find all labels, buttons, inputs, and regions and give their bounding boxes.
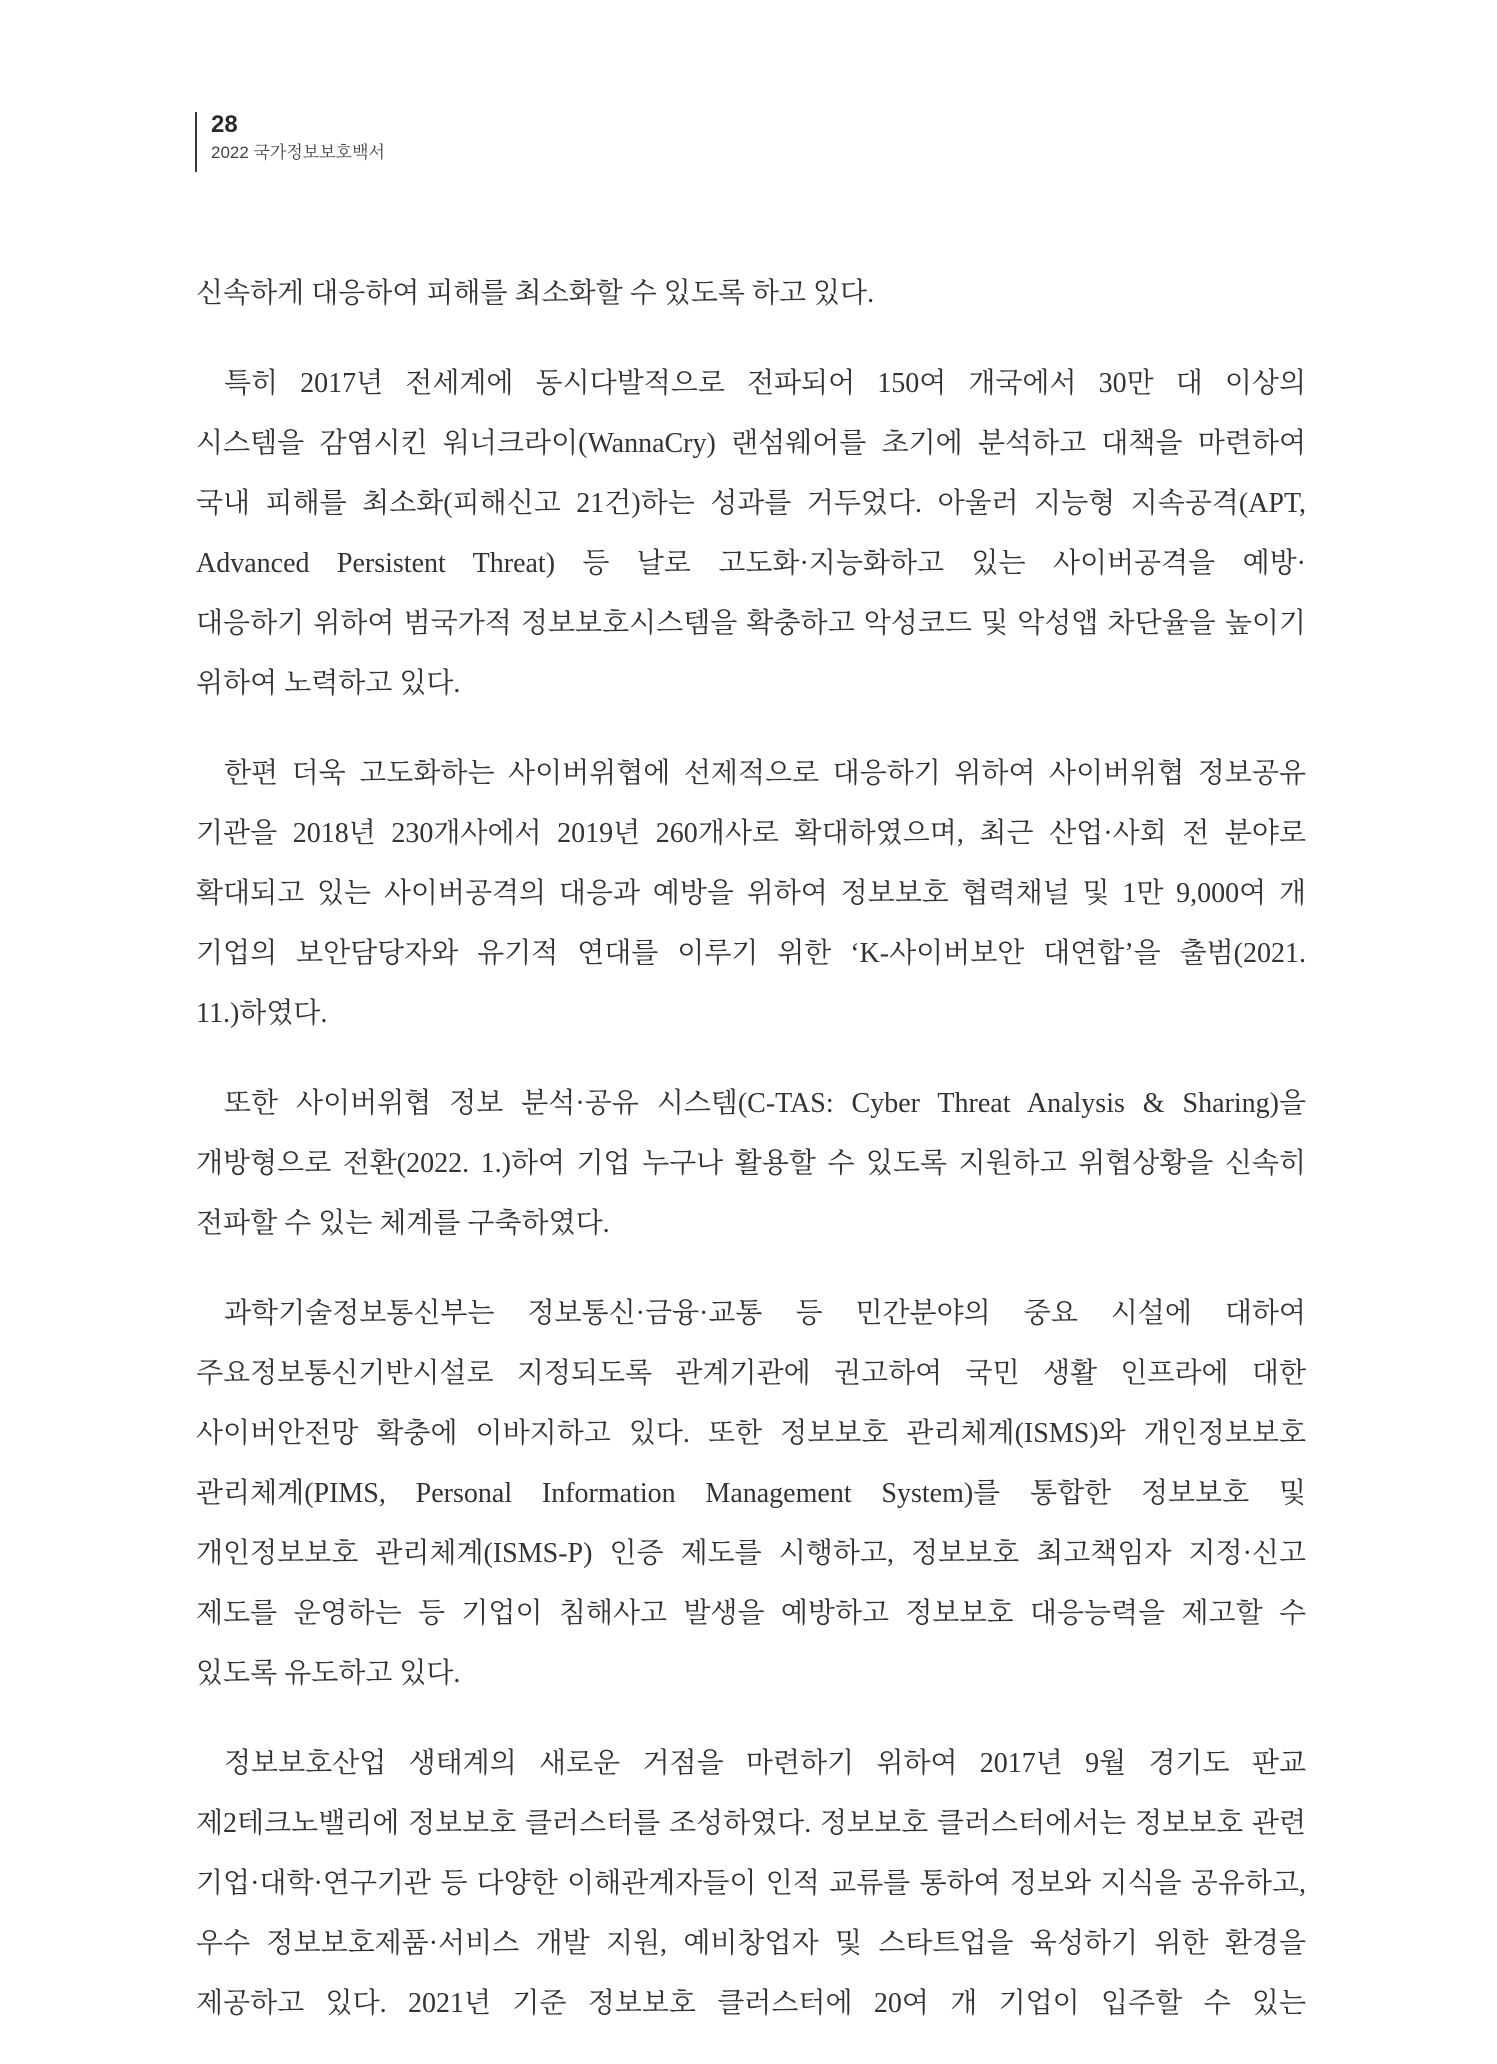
text-line: 또한 사이버위협 정보 분석·공유 시스템(C-TAS: Cyber Threat Analysis & Sharing)을: [224, 1088, 1306, 1119]
running-title: 2022 국가정보보호백서: [211, 143, 385, 162]
paragraph: [196, 354, 1306, 714]
text-line: 특히 2017년 전세계에 동시다발적으로 전파되어 150여 개국에서 30만 대 이상의: [224, 368, 1306, 399]
text-line: Advanced Persistent Threat) 등 날로 고도화·지능화하고 있는 사이버공격을 예방·: [196, 548, 1306, 579]
text-line: 국내 피해를 최소화(피해신고 21건)하는 성과를 거두었다. 아울러 지능형 지속공격(APT,: [196, 488, 1306, 519]
text-line: 정보보호산업 생태계의 새로운 거점을 마련하기 위하여 2017년 9월 경기도 판교: [224, 1748, 1306, 1779]
text-line: 제공하고 있다. 2021년 기준 정보보호 클러스터에 20여 개 기업이 입주할 수 있는: [196, 1988, 1306, 2019]
text-line: 위하여 노력하고 있다.: [196, 668, 461, 699]
text-line: 제2테크노밸리에 정보보호 클러스터를 조성하였다. 정보보호 클러스터에서는 정보보호 관련: [196, 1808, 1307, 1839]
paragraph: [196, 1284, 1306, 1704]
paragraph: [196, 1074, 1306, 1254]
text-line: 개방형으로 전환(2022. 1.)하여 기업 누구나 활용할 수 있도록 지원하고 위협상황을 신속히: [196, 1148, 1306, 1179]
text-line: 전파할 수 있는 체계를 구축하였다.: [196, 1208, 610, 1239]
text-line: 기관을 2018년 230개사에서 2019년 260개사로 확대하였으며, 최근 산업·사회 전 분야로: [196, 818, 1306, 849]
text-line: 있도록 유도하고 있다.: [196, 1658, 461, 1689]
text-line: 확대되고 있는 사이버공격의 대응과 예방을 위하여 정보보호 협력채널 및 1만 9,000여 개: [196, 878, 1306, 909]
text-line: 우수 정보보호제품·서비스 개발 지원, 예비창업자 및 스타트업을 육성하기 위한 환경을: [196, 1928, 1306, 1959]
text-line: 기업·대학·연구기관 등 다양한 이해관계자들이 인적 교류를 통하여 정보와 지식을 공유하고,: [196, 1868, 1306, 1899]
text-line: 대응하기 위하여 범국가적 정보보호시스템을 확충하고 악성코드 및 악성앱 차단율을 높이기: [196, 608, 1306, 639]
body-text: [196, 264, 1306, 2064]
paragraph: [196, 1734, 1306, 2034]
text-line: 시스템을 감염시킨 워너크라이(WannaCry) 랜섬웨어를 초기에 분석하고 대책을 마련하여: [196, 428, 1306, 459]
text-line: 신속하게 대응하여 피해를 최소화할 수 있도록 하고 있다.: [196, 278, 875, 309]
text-line: 관리체계(PIMS, Personal Information Management System)를 통합한 정보보호 및: [196, 1478, 1306, 1509]
text-line: 사이버안전망 확충에 이바지하고 있다. 또한 정보보호 관리체계(ISMS)와 개인정보보호: [196, 1418, 1306, 1449]
text-line: 11.)하였다.: [196, 998, 328, 1029]
paragraph: [196, 264, 1306, 324]
text-line: 한편 더욱 고도화하는 사이버위협에 선제적으로 대응하기 위하여 사이버위협 정보공유: [224, 758, 1306, 789]
paragraph: [196, 744, 1306, 1044]
text-line: 제도를 운영하는 등 기업이 침해사고 발생을 예방하고 정보보호 대응능력을 제고할 수: [196, 1598, 1306, 1629]
text-line: 주요정보통신기반시설로 지정되도록 관계기관에 권고하여 국민 생활 인프라에 대한: [196, 1358, 1306, 1389]
text-line: 기업의 보안담당자와 유기적 연대를 이루기 위한 ‘K-사이버보안 대연합’을 출범(2021.: [196, 938, 1306, 969]
page-header: [195, 112, 385, 172]
text-line: 과학기술정보통신부는 정보통신·금융·교통 등 민간분야의 중요 시설에 대하여: [224, 1298, 1306, 1329]
page-number: 28: [211, 111, 238, 138]
text-line: 개인정보보호 관리체계(ISMS-P) 인증 제도를 시행하고, 정보보호 최고책임자 지정·신고: [196, 1538, 1306, 1569]
